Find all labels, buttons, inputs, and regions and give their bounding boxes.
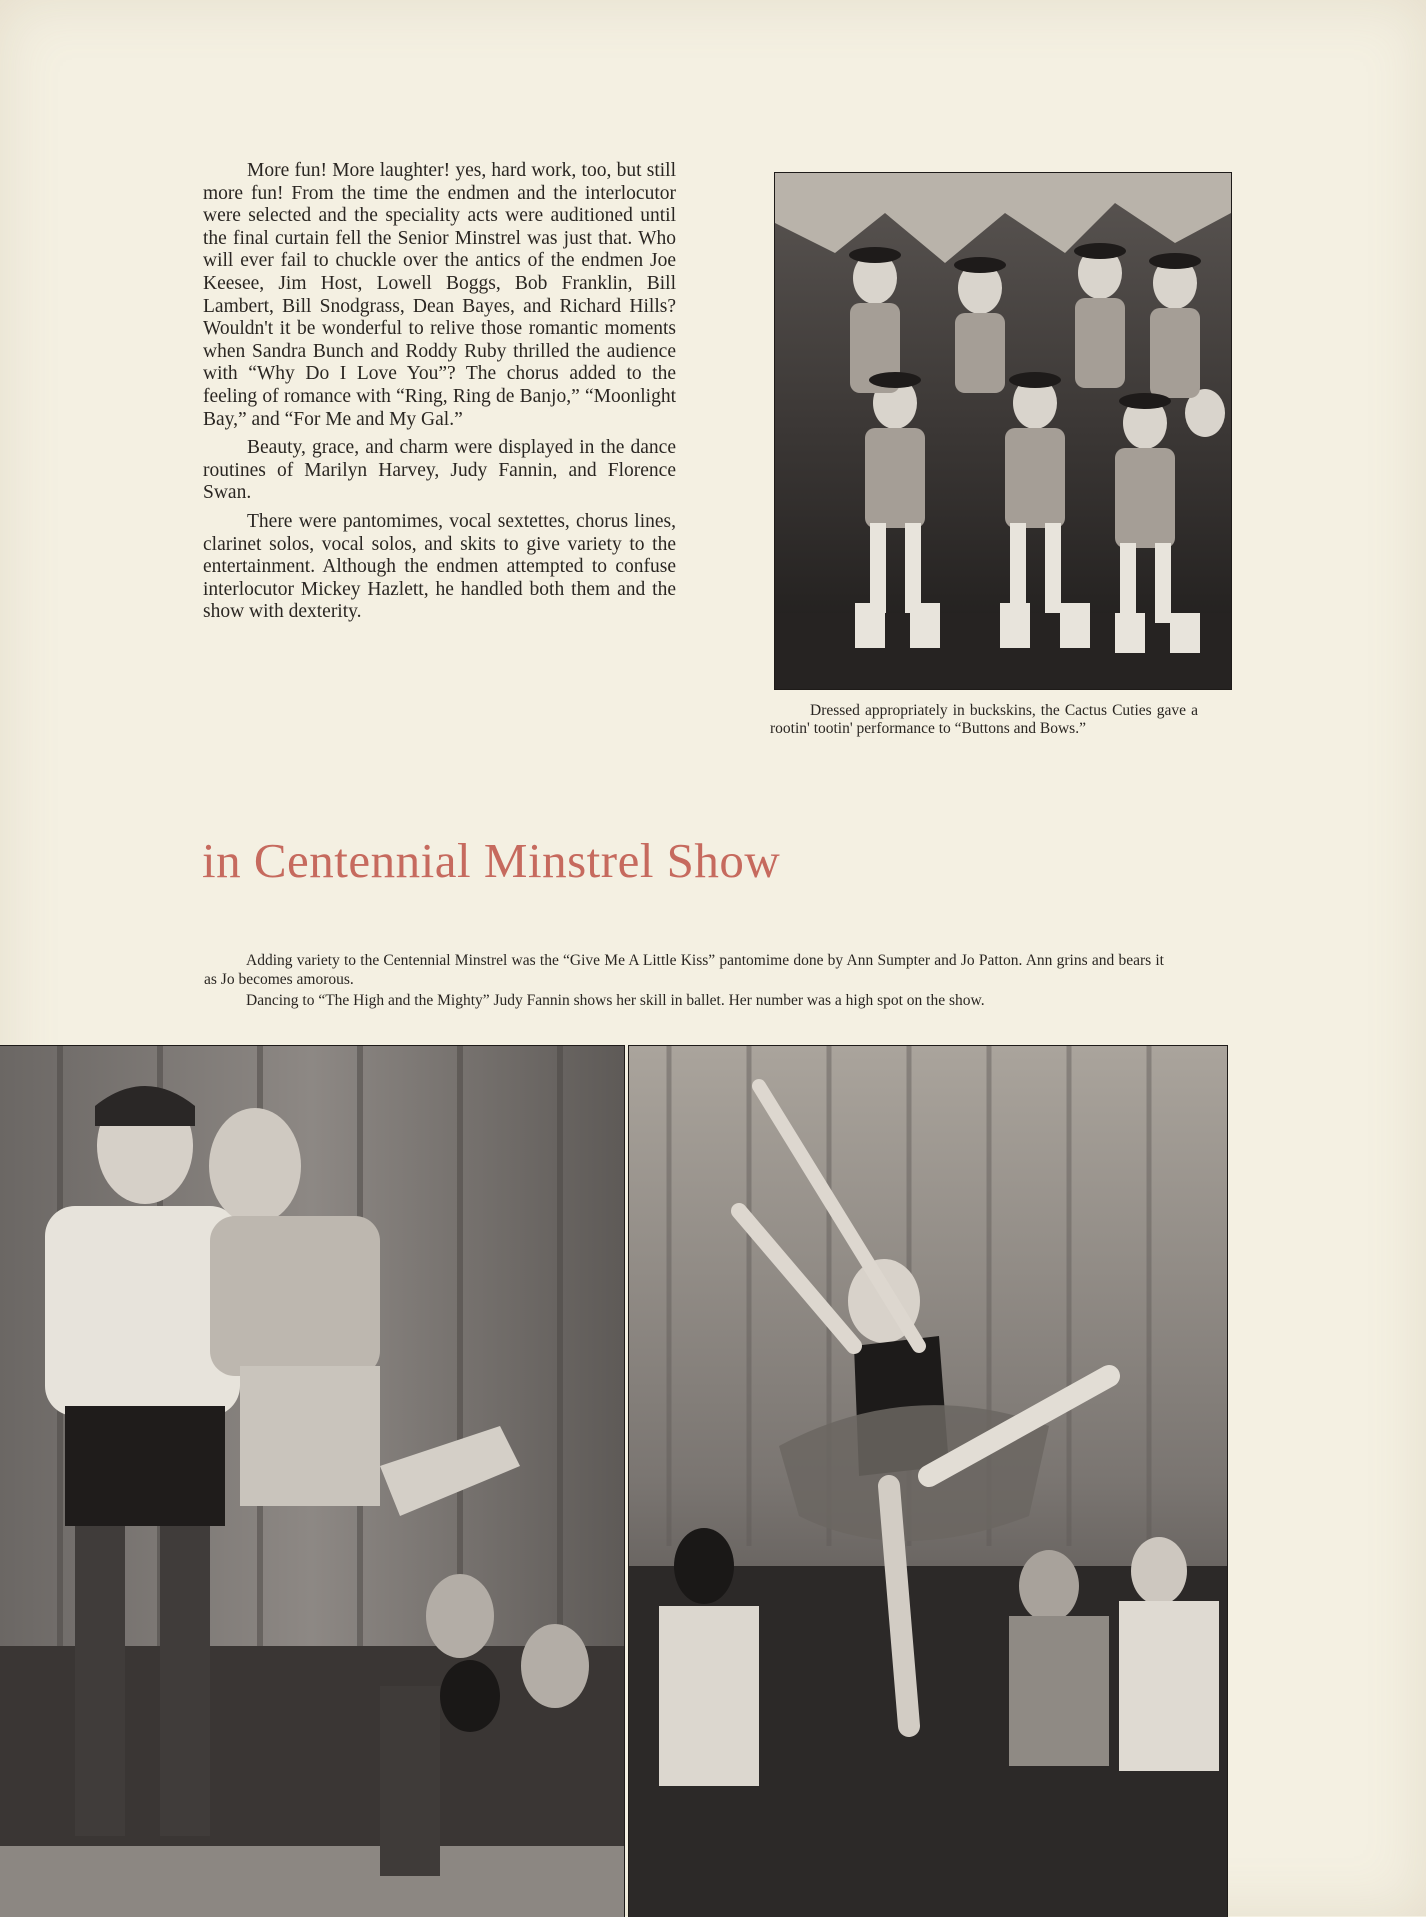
article-paragraph-2: Beauty, grace, and charm were displayed in the dance routines of Marilyn Harvey, Judy Fannin, and Florence Swan. [203,437,676,504]
cactus-cuties-photo [774,172,1232,690]
article-body [203,160,676,630]
pantomime-photo [0,1045,625,1917]
bottom-captions [204,952,1164,1014]
article-paragraph-3: There were pantomimes, vocal sextettes, chorus lines, clarinet solos, vocal solos, and skits to give variety to the entertainment. Although the endmen attempted to confuse interlocutor Mickey Hazlett, he handled both them and the show with dexterity. [203,510,676,623]
article-paragraph-1: More fun! More laughter! yes, hard work, too, but still more fun! From the time the endmen and the interlocutor were selected and the speciality acts were auditioned until the final curtain fell the Senior Minstrel was just that. Who will ever fail to chuckle over the antics of the endmen Joe Keesee, Jim Host, Lowell Boggs, Bob Franklin, Bill Lambert, Bill Snodgrass, Dean Bayes, and Richard Hills? Wouldn't it be wonderful to relive those romantic moments when Sandra Bunch and Roddy Ruby thrilled the audience with “Why Do I Love You”? The chorus added to the feeling of romance with “Ring, Ring de Banjo,” “Moonlight Bay,” and “For Me and My Gal.” [203,160,676,430]
caption-ballet: Dancing to “The High and the Mighty” Judy Fannin shows her skill in ballet. Her number was a high spot on the show. [246,992,985,1010]
ballet-photo [628,1045,1228,1917]
headline: in Centennial Minstrel Show [202,833,781,888]
top-photo-caption: Dressed appropriately in buckskins, the Cactus Cuties gave a rootin' tootin' performance to “Buttons and Bows.” [770,702,1198,737]
caption-pantomime: Adding variety to the Centennial Minstrel was the “Give Me A Little Kiss” pantomime done by Ann Sumpter and Jo Patton. Ann grins and bears it as Jo becomes amorous. [204,952,1164,988]
